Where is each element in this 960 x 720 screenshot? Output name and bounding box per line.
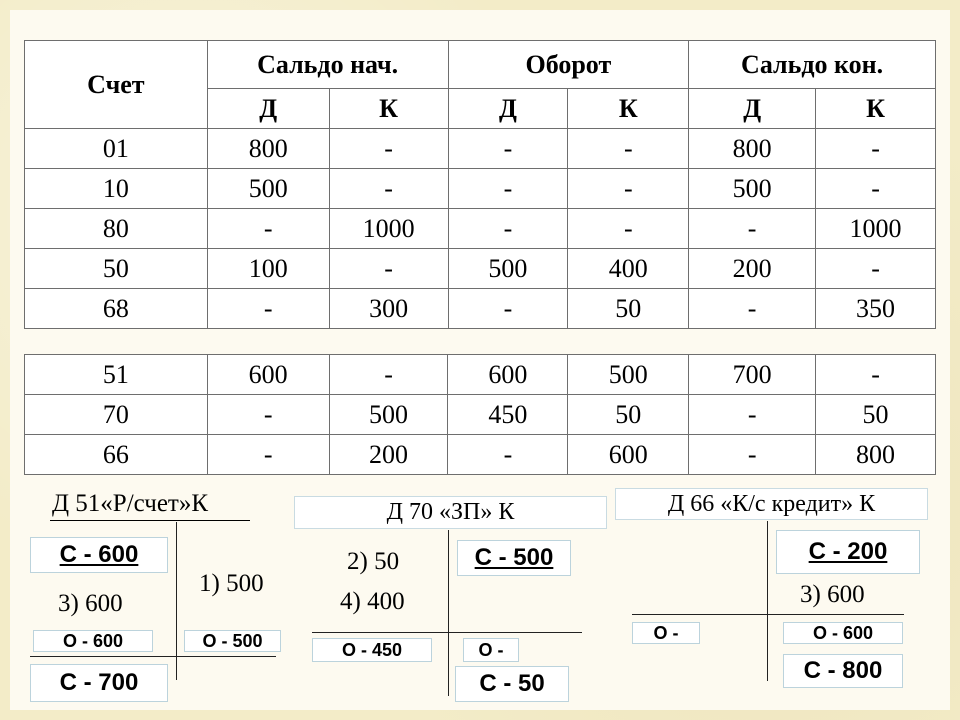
amount-cell: - [207, 435, 329, 475]
t-account-66-title: Д 66 «К/с кредит» К [615, 488, 928, 520]
amount-cell: - [568, 129, 689, 169]
amount-cell: - [689, 209, 816, 249]
amount-cell: 500 [448, 249, 568, 289]
amount-cell: - [816, 169, 936, 209]
amount-cell: 350 [816, 289, 936, 329]
amount-cell: 500 [207, 169, 329, 209]
amount-cell: 500 [689, 169, 816, 209]
t-account-70-debit-entry-1: 2) 50 [347, 548, 400, 575]
amount-cell: - [207, 289, 329, 329]
amount-cell: 500 [329, 395, 448, 435]
t-account-66-closing-balance: С - 800 [783, 654, 903, 688]
amount-cell: - [689, 395, 816, 435]
t-account-66-turnover-credit: О - 600 [783, 622, 903, 644]
header-turnover: Оборот [448, 41, 689, 89]
t-account-66-opening-balance: С - 200 [776, 530, 920, 574]
amount-cell: - [816, 129, 936, 169]
t-account-51-credit-entry: 1) 500 [199, 570, 264, 597]
amount-cell: - [329, 249, 448, 289]
t-account-51-turnover-credit: О - 500 [184, 630, 281, 652]
t-account-66-separator [632, 614, 904, 615]
t-account-66-credit-entry: 3) 600 [800, 581, 865, 608]
balance-table-continued [24, 354, 936, 475]
amount-cell: 300 [329, 289, 448, 329]
amount-cell: - [448, 289, 568, 329]
amount-cell: 800 [816, 435, 936, 475]
t-account-70-separator [312, 632, 582, 633]
amount-cell: - [329, 355, 448, 395]
header-credit: К [816, 89, 936, 129]
amount-cell: - [816, 355, 936, 395]
header-closing-balance: Сальдо кон. [689, 41, 936, 89]
balance-table [24, 40, 936, 329]
account-code-cell: 51 [25, 355, 208, 395]
account-code-cell: 10 [25, 169, 208, 209]
t-account-51-opening-balance: С - 600 [30, 537, 168, 573]
header-credit: К [568, 89, 689, 129]
amount-cell: 800 [689, 129, 816, 169]
amount-cell: - [448, 209, 568, 249]
t-account-70-turnover-debit: О - 450 [312, 638, 432, 662]
table-row [25, 355, 936, 395]
amount-cell: - [448, 129, 568, 169]
t-account-70-opening-balance: С - 500 [457, 540, 571, 576]
amount-cell: 50 [568, 289, 689, 329]
account-code-cell: 70 [25, 395, 208, 435]
amount-cell: 50 [816, 395, 936, 435]
t-account-70-turnover-credit: О - [463, 638, 519, 662]
amount-cell: 1000 [816, 209, 936, 249]
header-debit: Д [689, 89, 816, 129]
amount-cell: 600 [207, 355, 329, 395]
table-row [25, 435, 936, 475]
amount-cell: 200 [329, 435, 448, 475]
t-account-66-divider [767, 521, 768, 681]
t-account-51-turnover-debit: О - 600 [33, 630, 153, 652]
table-row [25, 209, 936, 249]
header-debit: Д [207, 89, 329, 129]
account-code-cell: 01 [25, 129, 208, 169]
amount-cell: - [689, 289, 816, 329]
t-account-70-title: Д 70 «ЗП» К [294, 496, 607, 529]
t-account-51-closing-balance: С - 700 [30, 664, 168, 702]
amount-cell: 500 [568, 355, 689, 395]
amount-cell: - [568, 169, 689, 209]
account-code-cell: 66 [25, 435, 208, 475]
amount-cell: 600 [448, 355, 568, 395]
table-row [25, 289, 936, 329]
t-account-51-debit-entry: 3) 600 [58, 590, 123, 617]
amount-cell: 600 [568, 435, 689, 475]
amount-cell: - [329, 169, 448, 209]
account-code-cell: 68 [25, 289, 208, 329]
header-debit: Д [448, 89, 568, 129]
t-account-51-separator [30, 656, 276, 657]
amount-cell: 50 [568, 395, 689, 435]
amount-cell: 450 [448, 395, 568, 435]
amount-cell: 700 [689, 355, 816, 395]
account-code-cell: 50 [25, 249, 208, 289]
amount-cell: - [207, 209, 329, 249]
amount-cell: - [329, 129, 448, 169]
t-account-70-closing-balance: С - 50 [455, 666, 569, 702]
table-row [25, 395, 936, 435]
amount-cell: - [689, 435, 816, 475]
table-row [25, 169, 936, 209]
amount-cell: 100 [207, 249, 329, 289]
amount-cell: 1000 [329, 209, 448, 249]
amount-cell: - [448, 169, 568, 209]
amount-cell: - [568, 209, 689, 249]
amount-cell: - [816, 249, 936, 289]
t-account-51-title-underline [50, 520, 250, 521]
t-account-51-title: Д 51«Р/счет»К [52, 490, 209, 517]
t-account-70-debit-entry-2: 4) 400 [340, 588, 405, 615]
amount-cell: 200 [689, 249, 816, 289]
account-code-cell: 80 [25, 209, 208, 249]
amount-cell: 800 [207, 129, 329, 169]
amount-cell: - [448, 435, 568, 475]
amount-cell: - [207, 395, 329, 435]
table-row [25, 249, 936, 289]
header-credit: К [329, 89, 448, 129]
t-account-66-turnover-debit: О - [632, 622, 700, 644]
header-opening-balance: Сальдо нач. [207, 41, 448, 89]
table-row [25, 129, 936, 169]
header-account: Счет [25, 41, 208, 129]
amount-cell: 400 [568, 249, 689, 289]
t-account-70-divider [448, 530, 449, 696]
